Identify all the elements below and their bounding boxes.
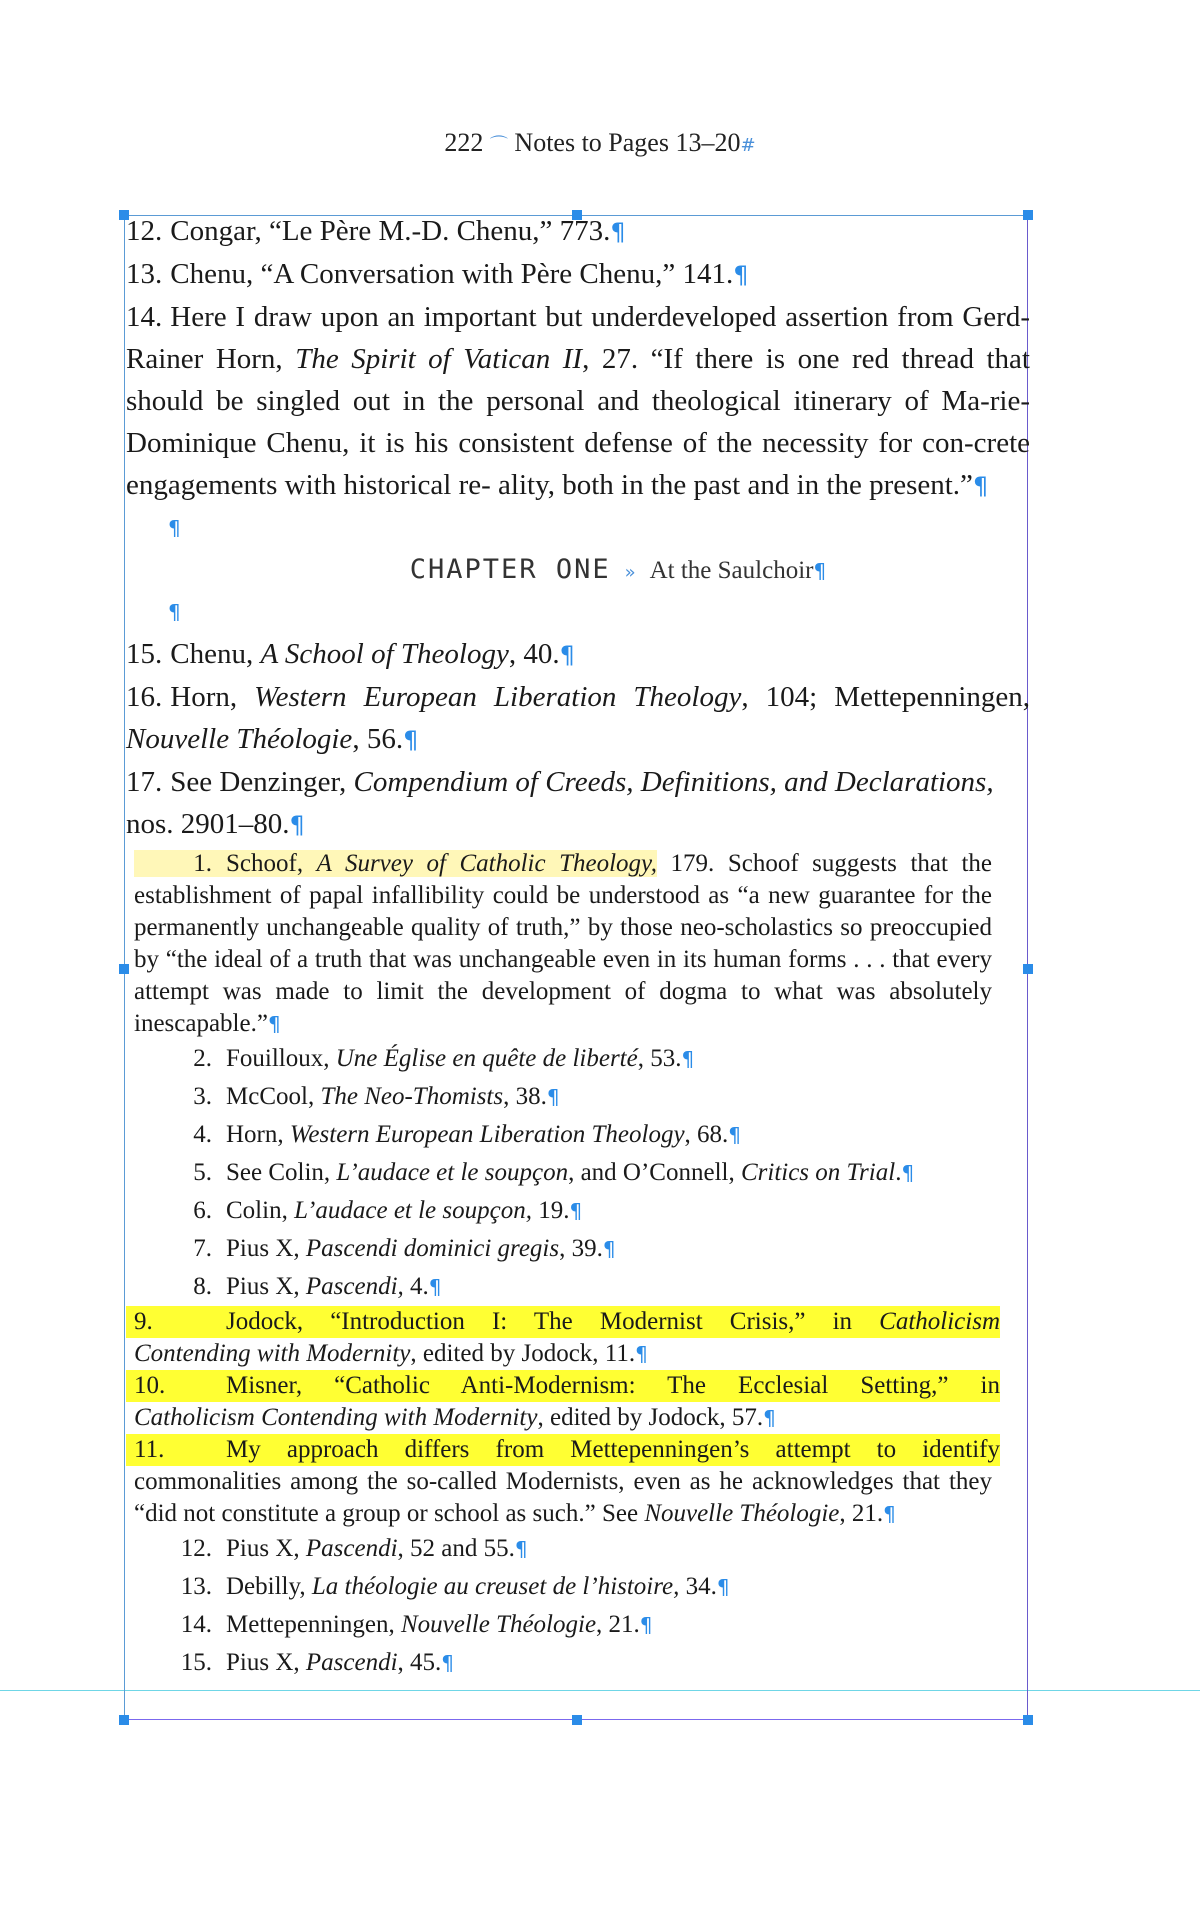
book-title: La théologie au creuset de l’histoire, [311,1573,680,1600]
note-number: 4. [193,1121,212,1148]
pilcrow-icon: ¶ [441,1651,455,1675]
note-text: , 38. [503,1083,547,1110]
note-number: 8. [193,1273,212,1300]
note-text: . [895,1159,902,1186]
book-title: Catholicism Contending with Modernity [134,1404,538,1431]
small-note-4 [126,1116,1000,1154]
book-title: Une Église en quête de liberté [335,1045,638,1072]
pilcrow-icon: ¶ [681,1047,695,1071]
book-title: Compendium of Creeds, Definitions, and Declarations, [353,766,994,798]
pilcrow-icon: ¶ [428,1275,442,1299]
note-text: See Denzinger, [170,766,354,798]
book-title: Critics on Trial [740,1159,896,1186]
book-title: A School of Theology [260,638,509,670]
book-title: Catholicism [879,1308,1000,1335]
small-note-15 [126,1644,1000,1682]
note-14 [126,296,1030,507]
note-text: Chenu, [170,638,261,670]
note-text: Chenu, “A Conversation with Père Chenu,” 141. [170,258,734,290]
page-number: 222 [444,128,484,157]
note-number: 14. [180,1611,212,1638]
note-number: 2. [193,1045,212,1072]
note-text: 179. Schoof suggests that the establishment of papal infallibility could be understood as “a new guarantee for the permanently unchangeable quality of truth,” by those neo-scholastics so preoccupied by “the ideal of a truth that was unchangeable even in its human forms . . . that every attempt was made to limit the development of dogma to what was absolutely inescapable.” [134,850,992,1037]
empty-paragraph [126,507,1030,549]
note-16 [126,676,1030,761]
pilcrow-icon: ¶ [716,1575,730,1599]
tab-marker-icon: » [624,562,636,583]
book-title: Pascendi [305,1649,398,1676]
pilcrow-icon: ¶ [514,1537,528,1561]
note-text: Fouilloux, [226,1045,336,1072]
pilcrow-icon: ¶ [289,811,305,839]
pilcrow-icon: ¶ [168,516,181,540]
note-number: 13. [180,1573,212,1600]
book-title: Contending with Modernity [134,1340,411,1367]
note-text: Pius X, [226,1235,306,1262]
pilcrow-icon: ¶ [267,1012,281,1036]
small-note-3 [126,1078,1000,1116]
note-number: 3. [193,1083,212,1110]
pilcrow-icon: ¶ [972,472,989,500]
pilcrow-icon: ¶ [602,1237,616,1261]
pilcrow-icon: ¶ [883,1502,896,1526]
note-text: Colin, [226,1197,295,1224]
note-text: , edited by Jodock, 11. [410,1340,636,1367]
note-text: , 39. [559,1235,603,1262]
small-note-2 [126,1040,1000,1078]
note-number: 10. [134,1372,166,1399]
note-number: 17. [126,766,163,798]
pilcrow-icon: ¶ [403,726,419,754]
note-text: , 104; Mettepenningen, [741,681,1030,713]
note-number: 5. [193,1159,212,1186]
note-text: Mettepenningen, [226,1611,401,1638]
pilcrow-icon: ¶ [728,1123,742,1147]
note-text: , 68. [684,1121,729,1148]
book-title: Pascendi dominici gregis [305,1235,560,1262]
pilcrow-icon: ¶ [569,1199,583,1223]
note-text: Debilly, [226,1573,312,1600]
chapter-label: CHAPTER ONE [409,554,611,585]
note-text: 34. [679,1573,717,1600]
note-text: , 27. “If there is one red thread that should be singled out in the personal and theological itinerary of Ma-rie-Dominique Chenu, it is his consistent defense of the necessity for con-crete engagements with historical re- ality, both in the past and in the present.” [126,343,1030,501]
note-text: Horn, [170,681,255,713]
note-text: Horn, [226,1121,290,1148]
small-note-10 [126,1370,1000,1434]
end-of-story-marker: # [740,135,756,156]
book-title: Pascendi [305,1535,398,1562]
book-title: Nouvelle Théologie [644,1500,840,1527]
note-number: 7. [193,1235,212,1262]
note-text: Misner, “Catholic Anti-Modernism: The Ecclesial Setting,” in [226,1372,1000,1399]
book-title: Pascendi, [305,1273,404,1300]
note-text: McCool, [226,1083,321,1110]
handle-bottom-right[interactable] [1023,1715,1033,1725]
book-title: Western European Liberation Theology [254,681,742,713]
note-text: , and O’Connell, [568,1159,741,1186]
note-number: 9. [134,1308,153,1335]
running-header [0,128,1200,158]
note-text: , 53. [637,1045,682,1072]
note-number: 16. [126,681,163,713]
pilcrow-icon: ¶ [813,559,827,583]
small-note-1 [126,848,1000,1040]
note-number: 11. [134,1436,165,1463]
note-text: , 21. [596,1611,640,1638]
note-text: See Colin, [226,1159,337,1186]
note-text: Pius X, [226,1273,306,1300]
handle-bottom-center[interactable] [572,1715,582,1725]
book-title: L’audace et le soupçon [336,1159,569,1186]
note-number: 12. [126,215,163,247]
pilcrow-icon: ¶ [901,1161,915,1185]
pilcrow-icon: ¶ [635,1342,648,1366]
note-text: , 52 and 55. [397,1535,515,1562]
note-text: My approach differs from Mettepenningen’s attempt to identify [226,1436,1000,1463]
note-number: 14. [126,301,163,333]
pilcrow-icon: ¶ [763,1406,776,1430]
note-number: 15. [180,1649,212,1676]
note-number: 1. [193,850,212,877]
note-text: Pius X, [226,1649,306,1676]
pilcrow-icon: ¶ [733,261,749,289]
small-note-12 [126,1530,1000,1568]
note-number: 6. [193,1197,212,1224]
note-text: , 45. [397,1649,442,1676]
pilcrow-icon: ¶ [168,600,181,624]
note-text: commonalities among the so-called Modernists, even as he acknowledges that they “did not constitute a group or school as such.” See [134,1468,992,1527]
book-title: The Neo-Thomists [320,1083,504,1110]
book-title: Western European Liberation Theology [289,1121,685,1148]
chapter-title: At the Saulchoir [649,557,814,584]
small-note-13 [126,1568,1000,1606]
note-text: 4. [403,1273,429,1300]
note-text: , 40. [508,638,560,670]
small-note-5 [126,1154,1000,1192]
small-note-6 [126,1192,1000,1230]
note-text: Jodock, “Introduction I: The Modernist Crisis,” in [226,1308,880,1335]
small-note-14 [126,1606,1000,1644]
note-15 [126,633,1030,676]
note-text: , edited by Jodock, 57. [537,1404,764,1431]
small-note-9 [126,1306,1000,1370]
header-title: Notes to Pages 13–20 [514,128,741,157]
small-note-8 [126,1268,1000,1306]
note-13 [126,253,1030,296]
book-title: Nouvelle Théologie [400,1611,597,1638]
note-17 [126,761,1030,846]
note-text: Pius X, [226,1535,306,1562]
note-number: 13. [126,258,163,290]
book-title: A Survey of Catholic Theology, [316,850,658,877]
note-text: , 56. [352,723,404,755]
em-space-marker: ⌒ [489,135,508,156]
pilcrow-icon: ¶ [559,641,575,669]
pilcrow-icon: ¶ [639,1613,653,1637]
book-title: Nouvelle Théologie [126,723,353,755]
note-text: Here I draw upon an important but underdeveloped assertion from Gerd-Rainer Horn, [126,301,1030,375]
book-title: L’audace et le soupçon, [294,1197,532,1224]
pilcrow-icon: ¶ [546,1085,560,1109]
text-content[interactable] [126,210,1030,1682]
empty-paragraph [126,591,1030,633]
note-text: , 21. [839,1500,884,1527]
note-text: Schoof, [226,850,317,877]
note-12 [126,210,1030,253]
pilcrow-icon: ¶ [610,218,626,246]
note-text: nos. 2901–80. [126,808,290,840]
chapter-heading [206,549,1030,591]
note-number: 12. [180,1535,212,1562]
small-note-7 [126,1230,1000,1268]
note-number: 15. [126,638,163,670]
condensed-notes [126,848,1030,1682]
note-text: Congar, “Le Père M.-D. Chenu,” 773. [170,215,611,247]
book-title: The Spirit of Vatican II [295,343,583,375]
note-text: 19. [531,1197,570,1224]
small-note-11 [126,1434,1000,1530]
handle-bottom-left[interactable] [119,1715,129,1725]
